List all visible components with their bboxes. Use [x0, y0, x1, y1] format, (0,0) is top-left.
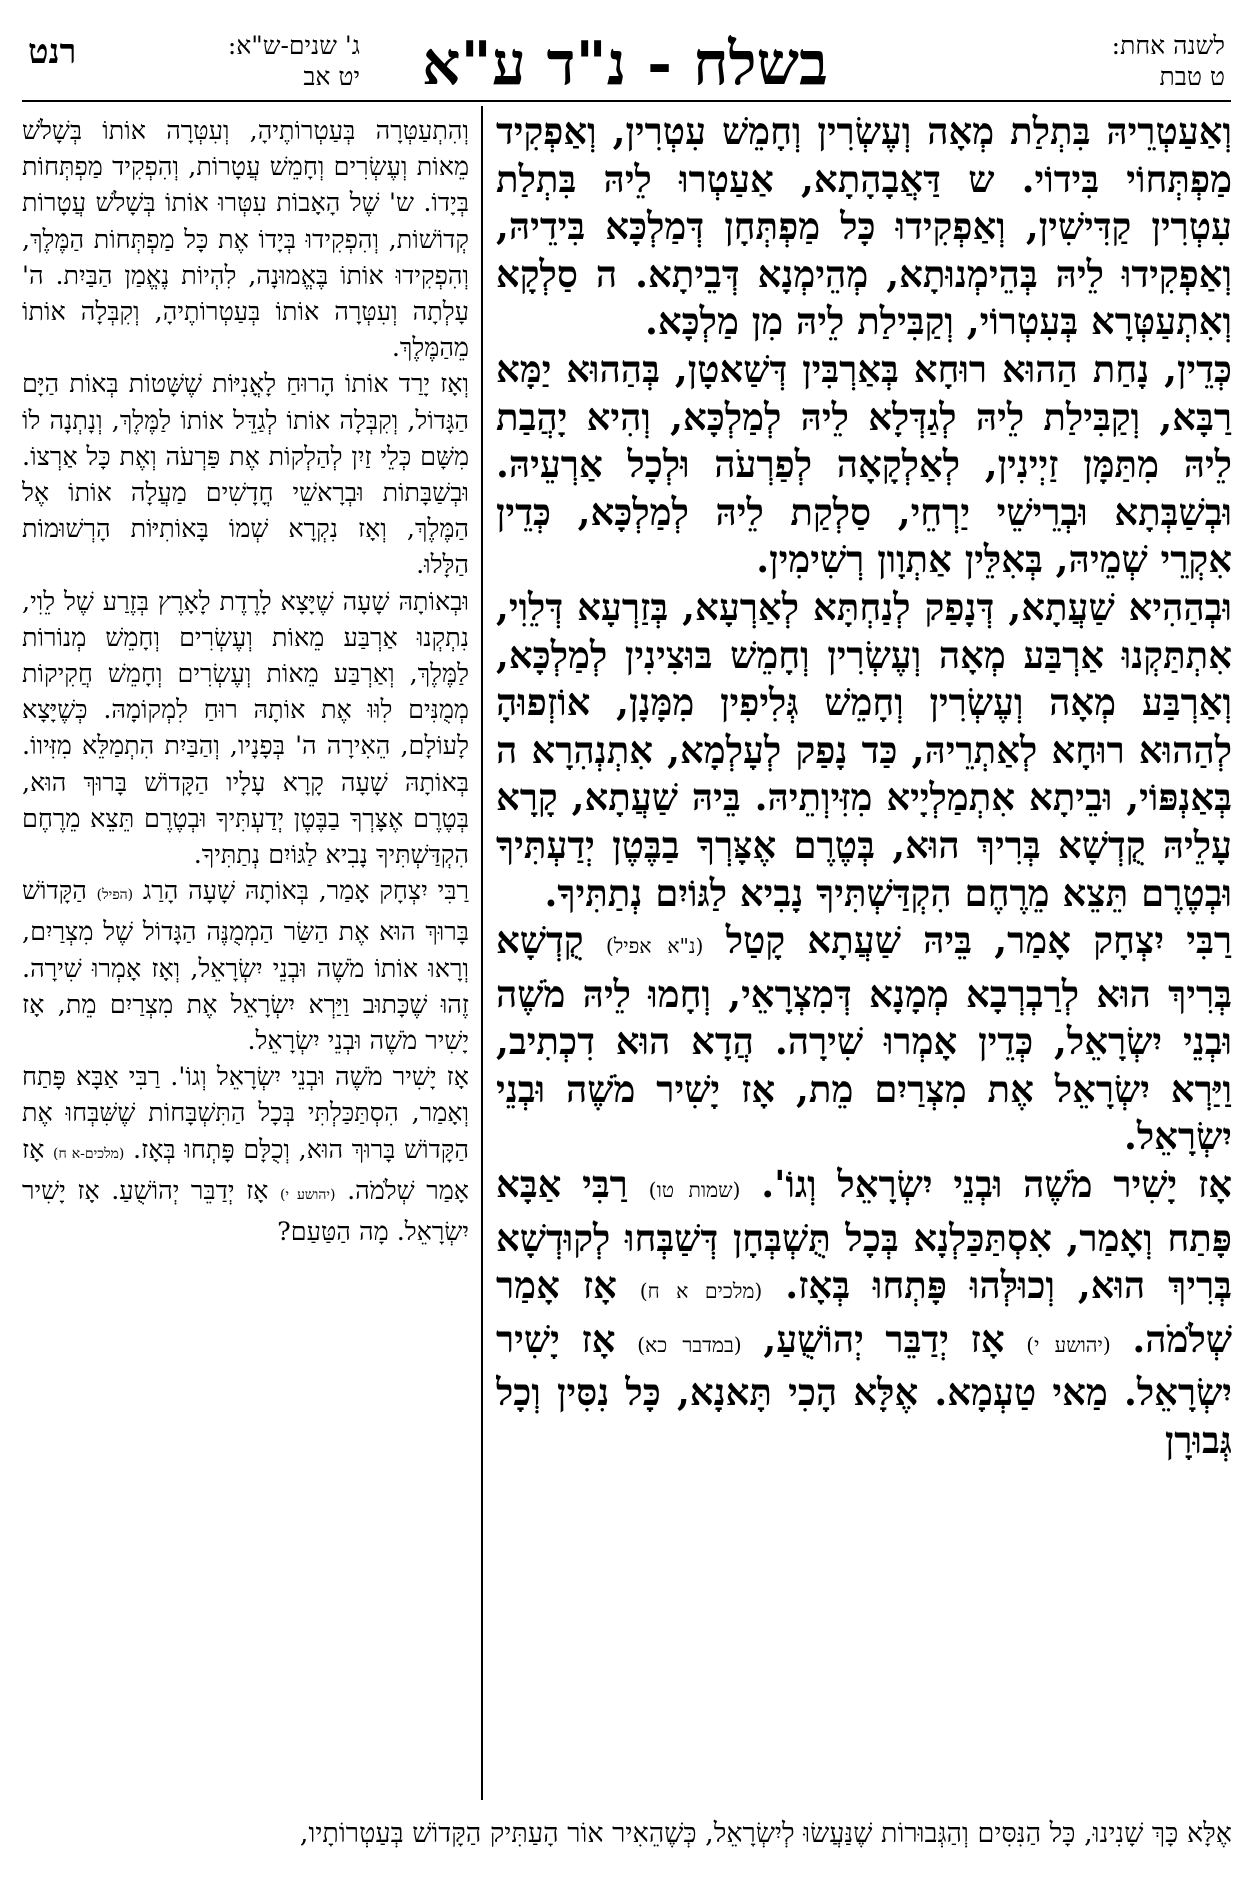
three-year-schedule	[140, 30, 360, 93]
main-paragraph: כְּדֵין, נָחַת הַהוּא רוּחָא בְּאַרְבִּין דְּשַׁאטָן, בְּהַהוּא יַמָּא רַבָּא, וְקַבִּילַת לֵיהּ לְגַדְּלָא לֵיהּ לְמַלְכָּא, וְהִיא יָהֲבַת לֵיהּ מִתַּמָּן זַיְינִין, לְאַלְקָאָה לְפַרְעֹה וּלְכָל אַרְעֵיהּ. וּבְשַׁבְּתָא וּבְרֵישֵׁי יַרְחֵי, סַלְקַת לֵיהּ לְמַלְכָּא, כְּדֵין אִקְרֵי שְׁמֵיהּ, בְּאִלֵּין אַתְוָון רְשִׁימִין.	[496, 346, 1232, 582]
main-text: אָז אָמַר שְׁלֹמֹה.	[496, 1263, 1232, 1361]
side-text: אָז אָמַר שְׁלֹמֹה.	[22, 1133, 469, 1205]
three-year-label: ג' שנים-ש"א:	[227, 31, 360, 60]
side-paragraph: וּבְאוֹתָהּ שָׁעָה שֶׁיָּצָא לָרֶדֶת לָאָרֶץ בְּזֶרַע שֶׁל לֵוִי, נִתְקְנוּ אַרְבַּע מֵאוֹת וְעֶשְׂרִים וְחָמֵשׁ מְנוֹרוֹת לַמֶּלֶךְ, וְאַרְבַּע מֵאוֹת וְעֶשְׂרִים וְחָמֵשׁ חֲקִיקוֹת מְמֻנִּים לִוּוּ אֶת אוֹתָהּ רוּחַ לִמְקוֹמָהּ. כְּשֶׁיָּצָא לָעוֹלָם, הֵאִירָה ה' בְּפָנָיו, וְהַבַּיִת הִתְמַלֵּא מִזִּיווֹ. בְּאוֹתָהּ שָׁעָה קָרָא עָלָיו הַקָּדוֹשׁ בָּרוּךְ הוּא, בְּטֶרֶם אֶצָּרְךָ בַבֶּטֶן יְדַעְתִּיךָ וּבְטֶרֶם תֵּצֵא מֵרֶחֶם הִקְדַּשְׁתִּיךָ נָבִיא לַגּוֹיִם נְתַתִּיךָ.	[22, 585, 469, 870]
main-paragraph	[496, 1161, 1232, 1465]
page-number: רנט	[28, 32, 77, 72]
main-paragraph: וּבְהַהִיא שַׁעֲתָא, דְּנָפַק לְנַחְתָּא לְאַרְעָא, בְּזַרְעָא דְּלֵוִי, אִתְתַּקְנוּ אַרְבַּע מְאָה וְעֶשְׂרִין וְחָמֵשׁ בּוּצִינִין לְמַלְכָּא, וְאַרְבַּע מְאָה וְעֶשְׂרִין וְחָמֵשׁ גְּלִיפִין מִמָּנָן, אוֹזְפוּהָ לְהַהוּא רוּחָא לְאַתְרֵיהּ, כַּד נָפַק לְעָלְמָא, אִתְנְהִרָא ה בְּאַנְפּוֹי, וּבֵיתָא אִתְמַלְיָיא מִזִּיוְתֵיהּ. בֵּיהּ שַׁעֲתָא, קָרָא עָלֵיהּ קֻדְשָׁא בְּרִיךְ הוּא, בְּטֶרֶם אֶצָּרְךָ בַבֶּטֶן יְדַעְתִּיךָ וּבְטֶרֶם תֵּצֵא מֵרֶחֶם הִקְדַּשְׁתִּיךָ נָבִיא לַגּוֹיִם נְתַתִּיךָ.	[496, 584, 1232, 915]
main-paragraph	[496, 917, 1232, 1161]
main-text: אָז יָשִׁיר מֹשֶׁה וּבְנֵי יִשְׂרָאֵל וְגוֹ'.	[761, 1162, 1232, 1207]
verse-reference: (שמות טו)	[648, 1178, 741, 1203]
main-column	[496, 108, 1232, 1808]
main-text: אָז יְדַבֵּר יְהוֹשֻׁעַ,	[763, 1316, 1005, 1361]
header-divider	[22, 100, 1231, 102]
verse-reference: (מלכים-א ח)	[53, 1145, 125, 1162]
column-divider	[481, 106, 483, 1800]
three-year-date: יט אב	[303, 62, 360, 92]
side-paragraph: וְהִתְעַטְּרָה בְּעַטְרוֹתֶיהָ, וְעִטְּרָה אוֹתוֹ בְּשָׁלֹשׁ מֵאוֹת וְעֶשְׂרִים וְחָמֵשׁ עֲטָרוֹת, וְהִפְקִיד מַפְתְּחוֹת בְּיָדוֹ. ש' שֶׁל הָאָבוֹת עִטְּרוּ אוֹתוֹ בְּשָׁלֹשׁ עֲטָרוֹת קְדוֹשׁוֹת, וְהִפְקִידוּ בְּיָדוֹ אֶת כָּל מַפְתְּחוֹת הַמֶּלֶךְ, וְהִפְקִידוּ אוֹתוֹ בֶּאֱמוּנָה, לִהְיוֹת נֶאֱמַן הַבַּיִת. ה' עָלְתָה וְעִטְּרָה אוֹתוֹ בְּעַטְרוֹתֶיהָ, וְקִבְּלָה אוֹתוֹ מֵהַמֶּלֶךְ.	[22, 115, 469, 363]
translation-column	[22, 112, 469, 1802]
main-paragraph: וְאַעַטְרֵיהּ בִּתְלַת מְאָה וְעֶשְׂרִין וְחָמֵשׁ עִטְרִין, וְאַפְקִיד מַפְתְּחוֹי בִּידוֹי. ש דַּאֲבָהָתָא, אַעַטְרוּ לֵיהּ בִּתְלַת עִטְרִין קַדִּישִׁין, וְאַפְקִידוּ כָּל מַפְתְּחָן דְּמַלְכָּא בִּידֵיהּ, וְאַפְקִידוּ לֵיהּ בְּהֵימְנוּתָא, מְהֵימְנָא דְּבֵיתָא. ה סַלְקָא וְאִתְעַטְּרָא בְּעִטְרוֹי, וְקַבִּילַת לֵיהּ מִן מַלְכָּא.	[496, 109, 1232, 344]
main-text: קֻדְשָׁא בְּרִיךְ הוּא לְרַבְרְבָא מְמָנָא דְּמִצְרָאֵי, וְחָמוּ לֵיהּ מֹשֶׁה וּבְנֵי יִשְׂרָאֵל, כְּדֵין אָמְרוּ שִׁירָה. הֲדָא הוּא דִכְתִיב, וַיַּרְא יִשְׂרָאֵל אֶת מִצְרַיִם מֵת, אָז יָשִׁיר מֹשֶׁה וּבְנֵי יִשְׂרָאֵל.	[496, 918, 1232, 1159]
side-text: הַקָּדוֹשׁ בָּרוּךְ הוּא אֶת הַשַּׂר הַמְמֻנֶּה הַגָּדוֹל שֶׁל מִצְרַיִם, וְרָאוּ אוֹתוֹ מֹשֶׁה וּבְנֵי יִשְׂרָאֵל, וְאָז אָמְרוּ שִׁירָה. זֶהוּ שֶׁכָּתוּב וַיַּרְא יִשְׂרָאֵל אֶת מִצְרַיִם מֵת, אָז יָשִׁיר מֹשֶׁה וּבְנֵי יִשְׂרָאֵל.	[22, 875, 469, 1056]
main-text: אָז יָשִׁיר יִשְׂרָאֵל. מַאי טַעְמָא. אֶלָּא הָכִי תָּאנָא, כָּל נִסִּין וְכָל גְּבוּרָן	[496, 1316, 1232, 1463]
side-paragraph: וְאָז יָרַד אוֹתוֹ הָרוּחַ לָאֳנִיּוֹת שֶׁשָּׁטוֹת בְּאוֹת הַיָּם הַגָּדוֹל, וְקִבְּלָה אוֹתוֹ לְגַדֵּל אוֹתוֹ לַמֶּלֶךְ, וְנָתְנָה לוֹ מִשָּׁם כְּלֵי זַיִן לְהַלְקוֹת אֶת פַּרְעֹה וְאֶת כָּל אַרְצוֹ. וּבְשַׁבָּתוֹת וּבְרָאשֵׁי חֳדָשִׁים מַעֲלָה אוֹתוֹ אֶל הַמֶּלֶךְ, וְאָז נִקְרָא שְׁמוֹ בָּאוֹתִיּוֹת הָרְשׁוּמוֹת הַלָּלוּ.	[22, 368, 469, 580]
page-title: בשלח - נ"ד ע"א	[422, 29, 828, 99]
verse-reference: (יהושע י)	[1026, 1332, 1111, 1357]
one-year-schedule	[995, 30, 1225, 93]
side-paragraph	[22, 872, 469, 1058]
variant-reference: (נ"א אפיל)	[605, 934, 704, 959]
side-paragraph	[22, 1058, 469, 1249]
verse-reference: (במדבר כא)	[637, 1332, 742, 1357]
main-text: רַבִּי אַבָּא פָּתַח וְאָמַר, אִסְתַּכַּלְנָא בְּכָל תֻּשְׁבְּחָן דְּשַׁבְּחוּ לְקוּדְשָׁא בְּרִיךְ הוּא, וְכוּלְּהוּ פָּתְחוּ בְּאָז.	[496, 1162, 1232, 1308]
footer-continuation-line: אֶלָּא כָּךְ שָׁנִינוּ, כָּל הַנִּסִּים וְהַגְּבוּרוֹת שֶׁנַּעֲשׂוּ לְיִשְׂרָאֵל, כְּשֶׁהֵאִיר אוֹר הָעַתִּיק הַקָּדוֹשׁ בְּעַטְרוֹתָיו,	[299, 1818, 1232, 1849]
one-year-date: ט טבת	[1159, 62, 1225, 92]
variant-reference: (הפיל)	[96, 887, 134, 904]
side-text: אָז יְדַבֵּר יְהוֹשֻׁעַ. אָז יָשִׁיר יִשְׂרָאֵל. מָה הַטַּעַם?	[22, 1174, 469, 1247]
verse-reference: (מלכים א ח)	[639, 1279, 763, 1304]
page-header	[0, 22, 1253, 122]
verse-reference: (יהושע י)	[279, 1186, 336, 1203]
main-text: רַבִּי יִצְחָק אָמַר, בֵּיהּ שַׁעֲתָא קָטַל	[725, 918, 1232, 963]
side-text: אָז יָשִׁיר מֹשֶׁה וּבְנֵי יִשְׂרָאֵל וְגוֹ'. רַבִּי אַבָּא פָּתַח וְאָמַר, הִסְתַּכַּלְתִּי בְּכָל הַתִּשְׁבָּחוֹת שֶׁשִּׁבְּחוּ אֶת הַקָּדוֹשׁ בָּרוּךְ הוּא, וְכֻלָּם פָּתְחוּ בְּאָז.	[22, 1061, 469, 1164]
side-text: רַבִּי יִצְחָק אָמַר, בְּאוֹתָהּ שָׁעָה הָרַג	[142, 875, 469, 906]
one-year-label: לשנה אחת:	[1111, 31, 1225, 60]
